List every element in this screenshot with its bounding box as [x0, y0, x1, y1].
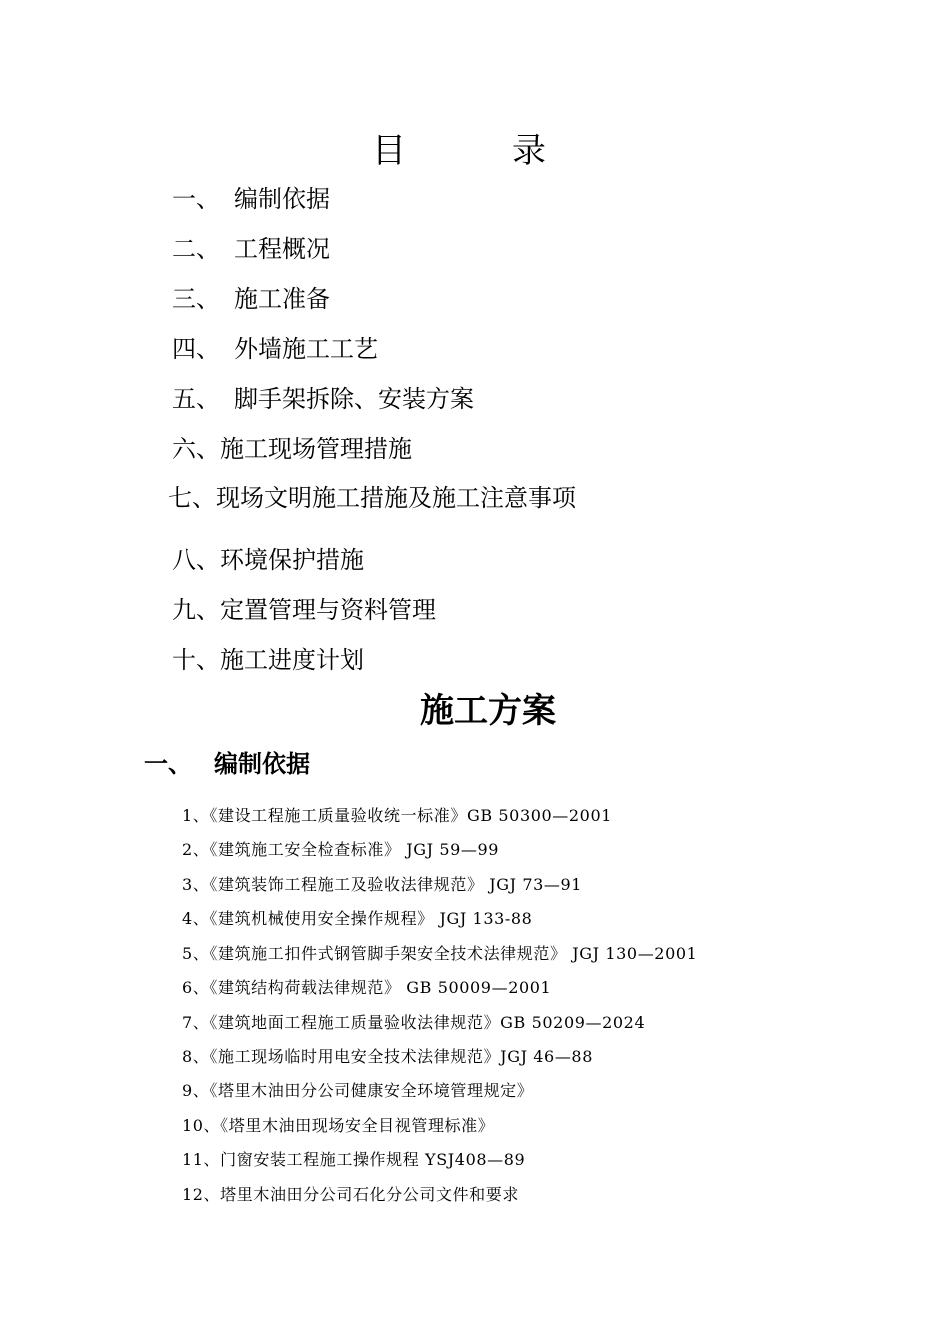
reference-item: 12、塔里木油田分公司石化分公司文件和要求	[182, 1185, 519, 1204]
toc-item-4[interactable]	[172, 332, 378, 366]
reference-item: 3、《建筑装饰工程施工及验收法律规范》 JGJ 73—91	[182, 875, 583, 894]
toc-item-number: 四、	[172, 335, 220, 363]
reference-item: 10、《塔里木油田现场安全目视管理标准》	[182, 1116, 495, 1135]
toc-item-label: 施工准备	[234, 285, 330, 313]
toc-title	[372, 126, 552, 176]
toc-item-label: 环境保护措施	[220, 546, 364, 574]
toc-item-label: 工程概况	[234, 235, 330, 263]
reference-item: 11、门窗安装工程施工操作规程 YSJ408—89	[182, 1150, 526, 1169]
toc-item-8[interactable]	[172, 543, 364, 577]
reference-item: 5、《建筑施工扣件式钢管脚手架安全技术法律规范》 JGJ 130—2001	[182, 944, 698, 963]
toc-item-2[interactable]	[172, 232, 330, 266]
section-heading	[144, 746, 310, 782]
section-title: 编制依据	[214, 750, 310, 778]
toc-item-number: 二、	[172, 235, 220, 263]
toc-item-number: 八、	[172, 546, 220, 574]
reference-item: 1、《建设工程施工质量验收统一标准》GB 50300—2001	[182, 806, 613, 825]
toc-item-number: 一、	[172, 185, 220, 213]
toc-item-label: 外墙施工工艺	[234, 335, 378, 363]
document-title: 施工方案	[420, 691, 556, 731]
toc-item-5[interactable]	[172, 382, 474, 416]
toc-item-number: 九、	[172, 596, 220, 624]
toc-item-9[interactable]	[172, 593, 436, 627]
reference-item: 6、《建筑结构荷载法律规范》 GB 50009—2001	[182, 978, 552, 997]
reference-item: 2、《建筑施工安全检查标准》 JGJ 59—99	[182, 840, 500, 859]
toc-item-6[interactable]	[172, 432, 412, 466]
toc-item-label: 施工进度计划	[220, 646, 364, 674]
toc-item-1[interactable]	[172, 182, 330, 216]
toc-item-number: 十、	[172, 646, 220, 674]
reference-item: 9、《塔里木油田分公司健康安全环境管理规定》	[182, 1081, 534, 1100]
toc-item-10[interactable]	[172, 643, 364, 677]
reference-item: 4、《建筑机械使用安全操作规程》 JGJ 133-88	[182, 909, 533, 928]
reference-item: 7、《建筑地面工程施工质量验收法律规范》GB 50209—2024	[182, 1013, 646, 1032]
toc-item-label: 定置管理与资料管理	[220, 596, 436, 624]
toc-item-label: 施工现场管理措施	[220, 435, 412, 463]
toc-item-number: 三、	[172, 285, 220, 313]
toc-item-label: 现场文明施工措施及施工注意事项	[216, 484, 576, 512]
toc-item-7[interactable]	[168, 481, 576, 515]
toc-item-number: 五、	[172, 385, 220, 413]
toc-item-number: 六、	[172, 435, 220, 463]
toc-item-number: 七、	[168, 484, 216, 512]
toc-item-label: 编制依据	[234, 185, 330, 213]
toc-item-3[interactable]	[172, 282, 330, 316]
toc-item-label: 脚手架拆除、安装方案	[234, 385, 474, 413]
toc-title-char-2: 录	[512, 131, 546, 171]
reference-item: 8、《施工现场临时用电安全技术法律规范》JGJ 46—88	[182, 1047, 593, 1066]
section-number: 一、	[144, 750, 192, 778]
toc-title-char-1: 目	[372, 131, 406, 171]
